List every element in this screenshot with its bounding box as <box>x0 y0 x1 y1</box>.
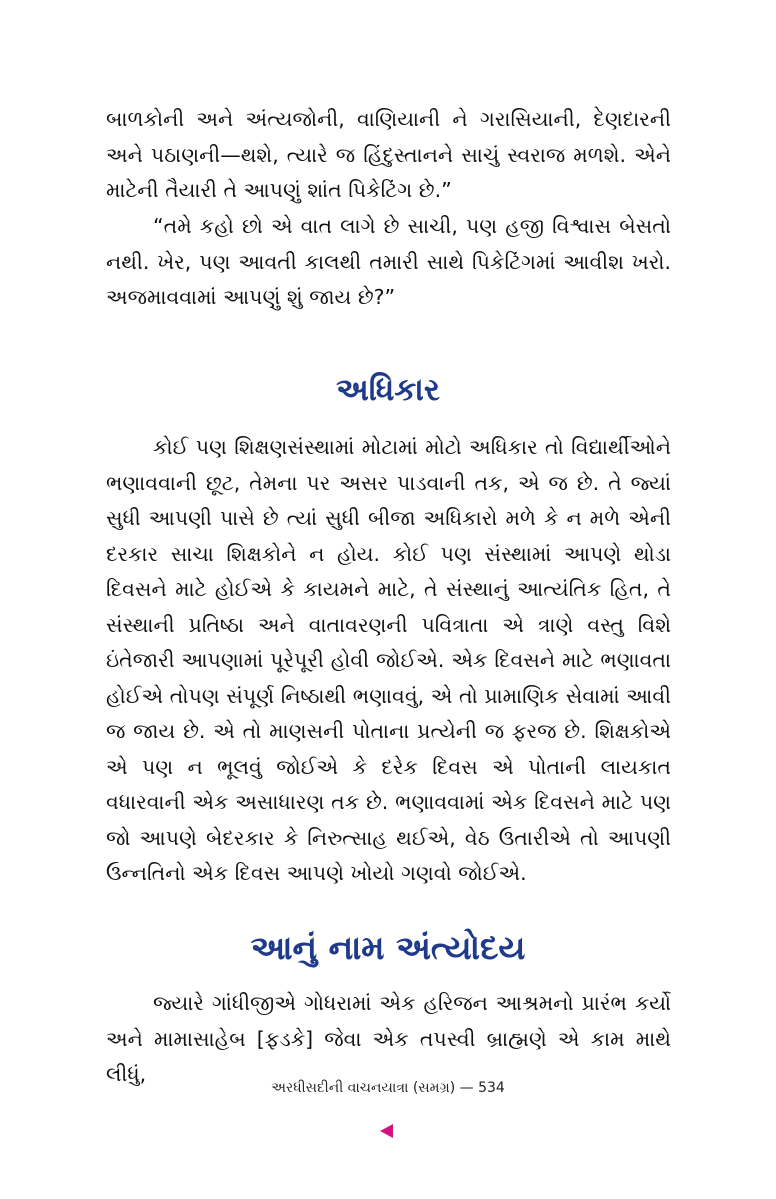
paragraph-antyoday-body: જ્યારે ગાંધીજીએ ગોધરામાં એક હરિજન આશ્રમનો પ્રારંભ કર્યો અને મામાસાહેબ [ફડકે] જેવા એક તપસ્વી બ્રાહ્મણે એ કામ માથે લીધું, <box>106 991 671 1086</box>
section-heading-antyoday: આનું નામ અંત્યોદય <box>250 928 526 967</box>
paragraph-dialogue: “તમે કહો છો એ વાત લાગે છે સાચી, પણ હજી વિશ્વાસ બેસતો નથી. ખેર, પણ આવતી કાલથી તમારી સાથે પિકેટિંગમાં આવીશ ખરો. અજમાવવામાં આપણું શું જાય છે?” <box>106 214 671 309</box>
page-footer: અરધીસદીની વાચનયાત્રા (સમગ્ર) — 534 <box>271 1080 505 1096</box>
paragraph-continuation: બાળકોની અને અંત્યજોની, વાણિયાની ને ગરાસિયાની, દેણદારની અને પઠાણની—થશે, ત્યારે જ હિંદુસ્તાનને સાચું સ્વરાજ મળશે. એને માટેની તૈયારી તે આપણું શાંત પિકેટિંગ છે.” <box>106 107 671 202</box>
section-heading-adhikar: અધિકાર <box>336 372 440 408</box>
paragraph-adhikar-body: કોઈ પણ શિક્ષણસંસ્થામાં મોટામાં મોટો અધિકાર તો વિદ્યાર્થીઓને ભણાવવાની છૂટ, તેમના પર અસર પાડવાની તક, એ જ છે. તે જ્યાં સુધી આપણી પાસે છે ત્યાં સુધી બીજા અધિકારો મળે કે ન મળે એની દરકાર સાચા શિક્ષકોને ન હોય. કોઈ પણ સંસ્થામાં આપણે થોડા દિવસને માટે હોઈએ કે કાયમને માટે, તે સંસ્થાનું આત્યંતિક હિત, તે સંસ્થાની પ્રતિષ્ઠા અને વાતાવરણની પવિત્રાતા એ ત્રાણે વસ્તુ વિશે ઇંતેજારી આપણામાં પૂરેપૂરી હોવી જોઈએ. એક દિવસને માટે ભણાવતા હોઈએ તોપણ સંપૂર્ણ નિષ્ઠાથી ભણાવવું, એ તો પ્રામાણિક સેવામાં આવી જ જાય છે. એ તો માણસની પોતાના પ્રત્યેની જ ફરજ છે. શિક્ષકોએ એ પણ ન ભૂલવું જોઈએ કે દરેક દિવસ એ પોતાની લાયકાત વધારવાની એક અસાધારણ તક છે. ભણાવવામાં એક દિવસને માટે પણ જો આપણે બેદરકાર કે નિરુત્સાહ થઈએ, વેઠ ઉતારીએ તો આપણી ઉન્નતિનો એક દિવસ આપણે ખોયો ગણવો જોઈએ. <box>106 435 671 885</box>
triangle-left-icon[interactable] <box>380 1124 393 1138</box>
